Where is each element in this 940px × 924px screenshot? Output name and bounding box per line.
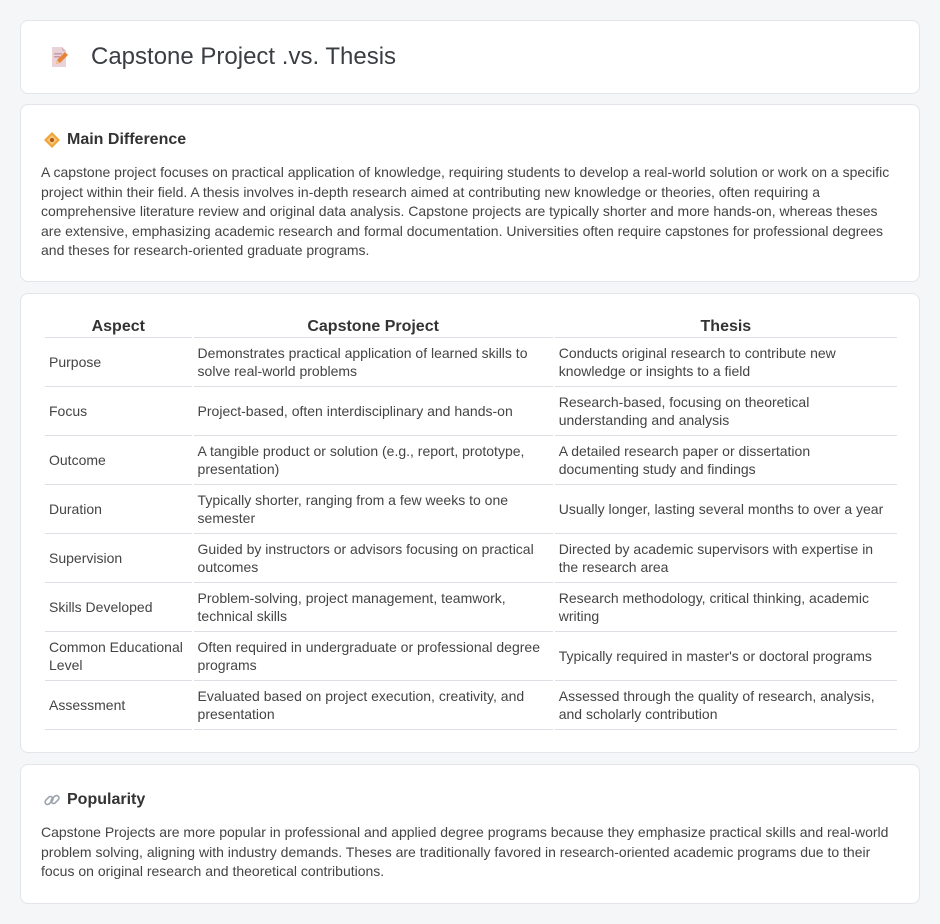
main-difference-heading: Main Difference: [67, 131, 187, 148]
main-difference-text: A capstone project focuses on practical application of knowledge, requiring students to develop a real-world solution or work on a specific project within their field. A thesis involves in-depth research aimed at contributing new knowledge or theories, often requiring a comprehensive literature review and original data analysis. Capstone projects are typically shorter and more hands-on, whereas theses are extensive, emphasizing academic research and formal documentation. Universities often require capstones for professional degrees and theses for research-oriented graduate programs.: [41, 164, 890, 258]
capstone-cell: Demonstrates practical application of learned skills to solve real-world problems: [194, 338, 553, 387]
capstone-cell: A tangible product or solution (e.g., report, prototype, presentation): [194, 436, 553, 485]
thesis-cell: Usually longer, lasting several months to over a year: [555, 485, 897, 534]
capstone-cell: Typically shorter, ranging from a few weeks to one semester: [194, 485, 553, 534]
aspect-cell: Assessment: [45, 681, 192, 730]
popularity-heading: Popularity: [67, 791, 146, 808]
link-icon: [43, 791, 61, 809]
table-row: [45, 387, 897, 436]
aspect-cell: Skills Developed: [45, 583, 192, 632]
capstone-cell: Evaluated based on project execution, creativity, and presentation: [194, 681, 553, 730]
document-edit-icon: [47, 45, 71, 69]
thesis-cell: Research methodology, critical thinking, academic writing: [555, 583, 897, 632]
aspect-cell: Outcome: [45, 436, 192, 485]
main-difference-card: [20, 104, 920, 282]
capstone-cell: Guided by instructors or advisors focusing on practical outcomes: [194, 534, 553, 583]
title-card: [20, 20, 920, 94]
comparison-card: [20, 293, 920, 753]
capstone-cell: Problem-solving, project management, teamwork, technical skills: [194, 583, 553, 632]
popularity-text: Capstone Projects are more popular in professional and applied degree programs because they emphasize practical skills and real-world problem solving, aligning with industry demands. Theses are traditionally favored in research-oriented academic programs due to their focus on original research and theoretical contributions.: [41, 824, 889, 879]
table-row: [45, 681, 897, 730]
column-header-capstone: Capstone Project: [194, 316, 553, 338]
thesis-cell: Assessed through the quality of research, analysis, and scholarly contribution: [555, 681, 897, 730]
popularity-card: [20, 764, 920, 904]
thesis-cell: A detailed research paper or dissertation documenting study and findings: [555, 436, 897, 485]
thesis-cell: Conducts original research to contribute new knowledge or insights to a field: [555, 338, 897, 387]
aspect-cell: Focus: [45, 387, 192, 436]
comparison-table: [43, 316, 899, 730]
aspect-cell: Supervision: [45, 534, 192, 583]
aspect-cell: Common Educational Level: [45, 632, 192, 681]
table-header-row: [45, 316, 897, 338]
thesis-cell: Typically required in master's or doctoral programs: [555, 632, 897, 681]
table-row: [45, 485, 897, 534]
page-title: Capstone Project .vs. Thesis: [91, 43, 397, 70]
table-row: [45, 436, 897, 485]
column-header-thesis: Thesis: [555, 316, 897, 338]
diamond-sign-icon: [43, 131, 61, 149]
capstone-cell: Often required in undergraduate or professional degree programs: [194, 632, 553, 681]
thesis-cell: Research-based, focusing on theoretical understanding and analysis: [555, 387, 897, 436]
capstone-cell: Project-based, often interdisciplinary and hands-on: [194, 387, 553, 436]
table-row: [45, 632, 897, 681]
table-row: [45, 534, 897, 583]
thesis-cell: Directed by academic supervisors with expertise in the research area: [555, 534, 897, 583]
column-header-aspect: Aspect: [45, 316, 192, 338]
table-row: [45, 583, 897, 632]
aspect-cell: Purpose: [45, 338, 192, 387]
table-row: [45, 338, 897, 387]
aspect-cell: Duration: [45, 485, 192, 534]
